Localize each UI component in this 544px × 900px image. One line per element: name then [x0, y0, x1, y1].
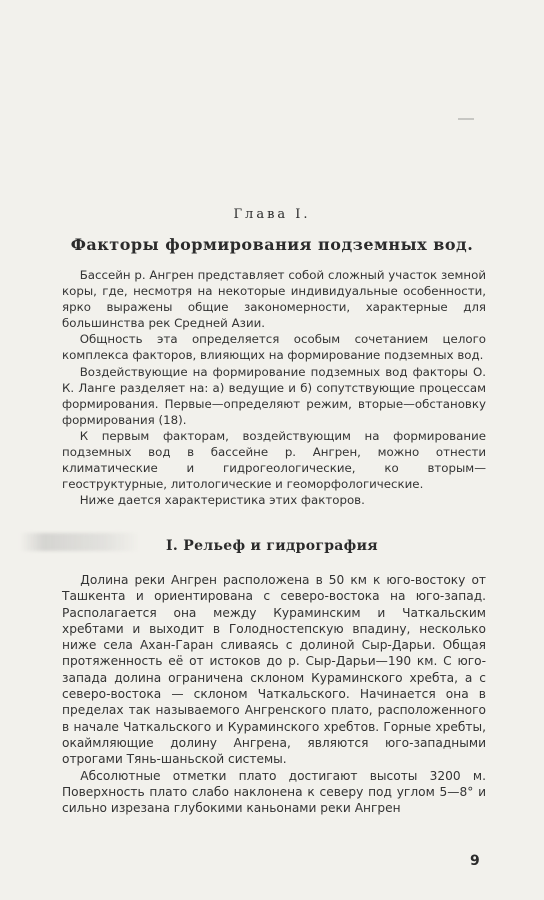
page-number: 9: [470, 853, 480, 869]
intro-text: [62, 267, 486, 508]
section-text: [62, 572, 486, 816]
section-title: I. Рельеф и гидрография: [166, 538, 378, 554]
intro-paragraph: Общность эта определяется особым сочетанием целого комплекса факторов, влияющих на формирование подземных вод.: [62, 332, 486, 363]
intro-paragraph: К первым факторам, воздействующим на формирование подземных вод в бассейне р. Ангрен, можно отнести климатические и гидрогеологические, ко вторым—геоструктурные, литологические и геоморфологические.: [62, 428, 486, 492]
section-paragraph: Абсолютные отметки плато достигают высоты 3200 м. Поверхность плато слабо наклонена к северу под углом 5—8° и сильно изрезана глубокими каньонами реки Ангрен: [62, 768, 486, 816]
intro-paragraph: Воздействующие на формирование подземных вод факторы О. К. Ланге разделяет на: а) ведущие и б) сопутствующие процессам формирования. Первые—определяют режим, вторые—обстановку формирования (18).: [62, 364, 486, 427]
intro-paragraph: Ниже дается характеристика этих факторов.: [79, 493, 365, 508]
chapter-title: Факторы формирования подземных вод.: [70, 235, 474, 254]
section-paragraph: Долина реки Ангрен расположена в 50 км к юго-востоку от Ташкента и ориентирована с северо-востока на юго-запад. Располагается она между Кураминским и Чаткальским хребтами и выходит в Голодностепскую впадину, несколько ниже села Ахан-Гаран сливаясь с долиной Сыр-Дарьи. Общая протяженность её от истоков до р. Сыр-Дарьи—190 км. С юго-запада долина ограничена склоном Кураминского хребта, а с северо-востока — склоном Чаткальского. Начинается она в пределах так называемого Ангренского плато, расположенного в начале Чаткальского и Кураминского хребтов. Горные хребты, окаймляющие долину Ангрена, являются юго-западными отрогами Тянь-шаньской системы.: [62, 573, 486, 767]
intro-paragraph: Бассейн р. Ангрен представляет собой сложный участок земной коры, где, несмотря на некоторые индивидуальные особенности, ярко выражены общие закономерности, характерные для большинства рек Средней Азии.: [62, 268, 486, 331]
chapter-label: Глава I.: [233, 207, 311, 222]
print-speck: [458, 118, 474, 120]
